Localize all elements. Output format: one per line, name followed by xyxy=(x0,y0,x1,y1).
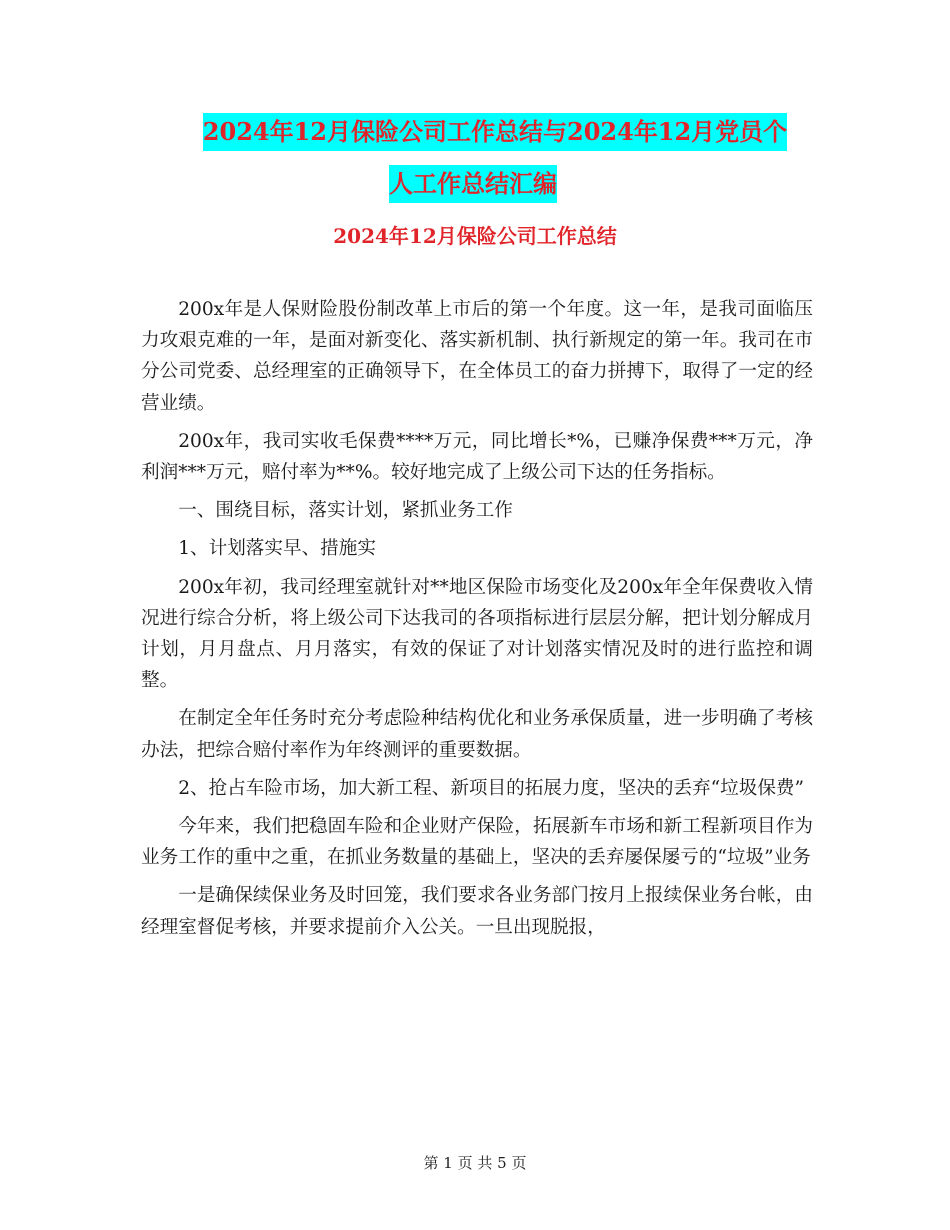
paragraph: 今年来，我们把稳固车险和企业财产保险，拓展新车市场和新工程新项目作为业务工作的重中之重，在抓业务数量的基础上，坚决的丢弃屡保屡亏的“垃圾”业务 xyxy=(141,816,813,869)
subsection-heading: 2、抢占车险市场，加大新工程、新项目的拓展力度，坚决的丢弃“垃圾保费” xyxy=(178,777,805,799)
section-title: 2024年12月保险公司工作总结 xyxy=(333,224,617,248)
paragraph: 在制定全年任务时充分考虑险种结构优化和业务承保质量，进一步明确了考核办法，把综合赔付率作为年终测评的重要数据。 xyxy=(141,708,813,761)
paragraph: 200x年是人保财险股份制改革上市后的第一个年度。这一年，是我司面临压力攻艰克难的一年，是面对新变化、落实新机制、执行新规定的第一年。我司在市分公司党委、总经理室的正确领导下，在全体员工的奋力拼搏下，取得了一定的经营业绩。 xyxy=(141,299,813,414)
document-body xyxy=(141,294,813,950)
document-title xyxy=(0,113,950,203)
section-heading: 一、围绕目标，落实计划，紧抓业务工作 xyxy=(178,500,513,522)
subsection-heading: 1、计划落实早、措施实 xyxy=(178,538,376,560)
title-line-2: 人工作总结汇编 xyxy=(389,165,557,203)
paragraph: 200x年初，我司经理室就针对**地区保险市场变化及200x年全年保费收入情况进行综合分析，将上级公司下达我司的各项指标进行层层分解，把计划分解成月计划，月月盘点、月月落实，有效的保证了对计划落实情况及时的进行监控和调整。 xyxy=(141,576,813,692)
paragraph: 200x年，我司实收毛保费****万元，同比增长*%，已赚净保费***万元，净利润***万元，赔付率为**%。较好地完成了上级公司下达的任务指标。 xyxy=(141,430,813,484)
title-line-1: 2024年12月保险公司工作总结与2024年12月党员个 xyxy=(203,113,787,151)
paragraph: 一是确保续保业务及时回笼，我们要求各业务部门按月上报续保业务台帐，由经理室督促考核，并要求提前介入公关。一旦出现脱报， xyxy=(141,885,813,938)
page-footer: 第 1 页 共 5 页 xyxy=(423,1154,527,1172)
